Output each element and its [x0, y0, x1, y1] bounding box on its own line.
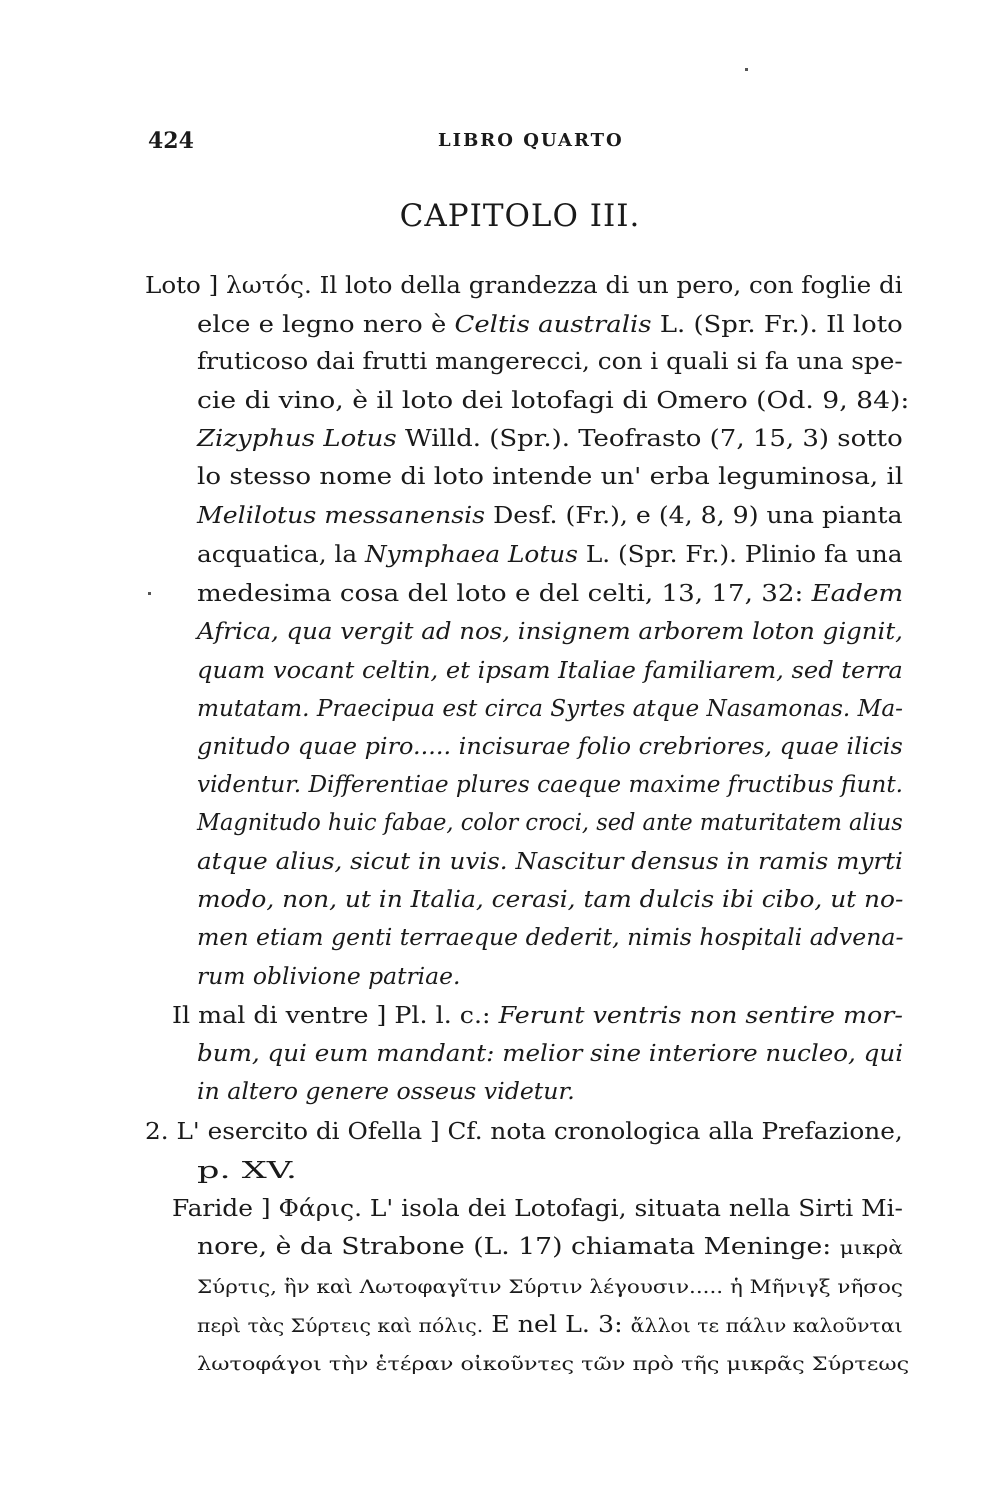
text-line: [197, 616, 903, 646]
text-line: [197, 461, 903, 491]
text-line: [197, 1309, 903, 1339]
text-line: [197, 884, 903, 914]
latin-quotation: atque alius, sicut in uvis. Nascitur densus in ramis myrti: [197, 847, 903, 875]
text-line: [197, 961, 460, 991]
greek-quotation: λωτοφάγοι τὴν ἑτέραν οἰκοῦντες τῶν πρὸ τῆς μικρᾶς Σύρτεως: [197, 1353, 910, 1375]
text-line: [197, 1155, 297, 1185]
text-segment: Willd. (Spr.). Teofrasto (7, 15, 3) sotto: [396, 424, 903, 452]
text-segment: lo stesso nome di loto intende un' erba leguminosa, il: [197, 462, 904, 490]
text-line: [197, 1038, 903, 1068]
text-line: [197, 539, 903, 569]
latin-quotation: videntur. Differentiae plures caeque maxime fructibus fiunt.: [197, 770, 904, 798]
text-line: [197, 922, 903, 952]
page-number: 424: [148, 128, 194, 154]
text-line: [197, 1076, 575, 1106]
text-line: [197, 1270, 903, 1300]
text-segment: medesima cosa del loto e del celti, 13, 17, 32:: [197, 579, 812, 607]
text-line: [197, 1231, 903, 1261]
text-segment: L. (Spr. Fr.). Il loto: [651, 310, 903, 338]
text-line: [145, 1116, 903, 1146]
latin-quotation: men etiam genti terraeque dederit, nimis hospitali advena-: [197, 923, 904, 951]
text-line: [145, 270, 903, 300]
latin-quotation: rum oblivione patriae.: [197, 962, 461, 990]
page-header: [148, 120, 908, 160]
text-line: [172, 1193, 903, 1223]
text-segment: cie di vino, è il loto dei lotofagi di Omero (Od. 9, 84):: [197, 386, 910, 414]
greek-quotation: ἄλλοι τε πάλιν καλοῦνται: [630, 1315, 903, 1337]
text-line: [197, 846, 903, 876]
text-line: [197, 578, 903, 608]
text-segment: Faride ] Φάρις. L' isola dei Lotofagi, situata nella Sirti Mi-: [172, 1194, 903, 1222]
latin-quotation: in altero genere osseus videtur.: [197, 1077, 575, 1105]
latin-quotation: modo, non, ut in Italia, cerasi, tam dulcis ibi cibo, ut no-: [197, 885, 904, 913]
latin-quotation: Nymphaea Lotus: [364, 540, 578, 568]
text-segment: elce e legno nero è: [197, 310, 455, 338]
text-segment: L. (Spr. Fr.). Plinio fa una: [577, 540, 903, 568]
latin-quotation: quam vocant celtin, et ipsam Italiae familiarem, sed terra: [197, 656, 903, 684]
chapter-title: CAPITOLO III.: [399, 198, 641, 234]
text-line: [197, 423, 903, 453]
print-speck: [148, 592, 151, 595]
latin-quotation: Zizyphus Lotus: [197, 424, 397, 452]
text-segment: Desf. (Fr.), e (4, 8, 9) una pianta: [485, 501, 903, 529]
text-line: [197, 385, 909, 415]
latin-quotation: Melilotus messanensis: [197, 501, 486, 529]
text-segment: 2. L' esercito di Ofella ] Cf. nota cronologica alla Prefazione,: [145, 1117, 903, 1145]
text-segment: Loto ] λωτός. Il loto della grandezza di un pero, con foglie di: [145, 271, 903, 299]
text-segment: nore, è da Strabone (L. 17) chiamata Meninge:: [197, 1232, 840, 1260]
text-line: [197, 807, 903, 837]
text-segment: E nel L. 3:: [483, 1310, 631, 1338]
text-line: [197, 500, 902, 530]
latin-quotation: Ferunt ventris non sentire mor-: [498, 1001, 903, 1029]
greek-quotation: περὶ τὰς Σύρτεις καὶ πόλις.: [197, 1315, 484, 1337]
text-line: [197, 1347, 909, 1377]
text-segment: acquatica, la: [197, 540, 365, 568]
latin-quotation: Magnitudo huic fabae, color croci, sed ante maturitatem alius: [197, 808, 903, 836]
text-line: [197, 769, 903, 799]
text-line: [197, 655, 903, 685]
latin-quotation: Eadem: [811, 579, 904, 607]
text-line: [172, 1000, 903, 1030]
text-line: [197, 731, 903, 761]
running-title: LIBRO QUARTO: [438, 130, 624, 151]
text-segment: p. XV.: [197, 1156, 298, 1184]
text-line: [197, 693, 903, 723]
latin-quotation: Celtis australis: [454, 310, 652, 338]
greek-quotation: Σύρτις, ἣν καὶ Λωτοφαγῖτιν Σύρτιν λέγουσιν..... ἡ Μῆνιγξ νῆσος: [197, 1276, 903, 1298]
latin-quotation: mutatam. Praecipua est circa Syrtes atque Nasamonas. Ma-: [197, 694, 903, 722]
text-line: [197, 309, 903, 339]
print-speck: [745, 68, 748, 71]
text-segment: Il mal di ventre ] Pl. l. c.:: [172, 1001, 499, 1029]
text-segment: fruticoso dai frutti mangerecci, con i quali si fa una spe-: [197, 347, 903, 375]
greek-quotation: μικρὰ: [839, 1237, 903, 1259]
latin-quotation: gnitudo quae piro..... incisurae folio crebriores, quae ilicis: [197, 732, 903, 760]
latin-quotation: Africa, qua vergit ad nos, insignem arborem loton gignit,: [197, 617, 903, 645]
text-line: [197, 346, 903, 376]
latin-quotation: bum, qui eum mandant: melior sine interiore nucleo, qui: [197, 1039, 904, 1067]
